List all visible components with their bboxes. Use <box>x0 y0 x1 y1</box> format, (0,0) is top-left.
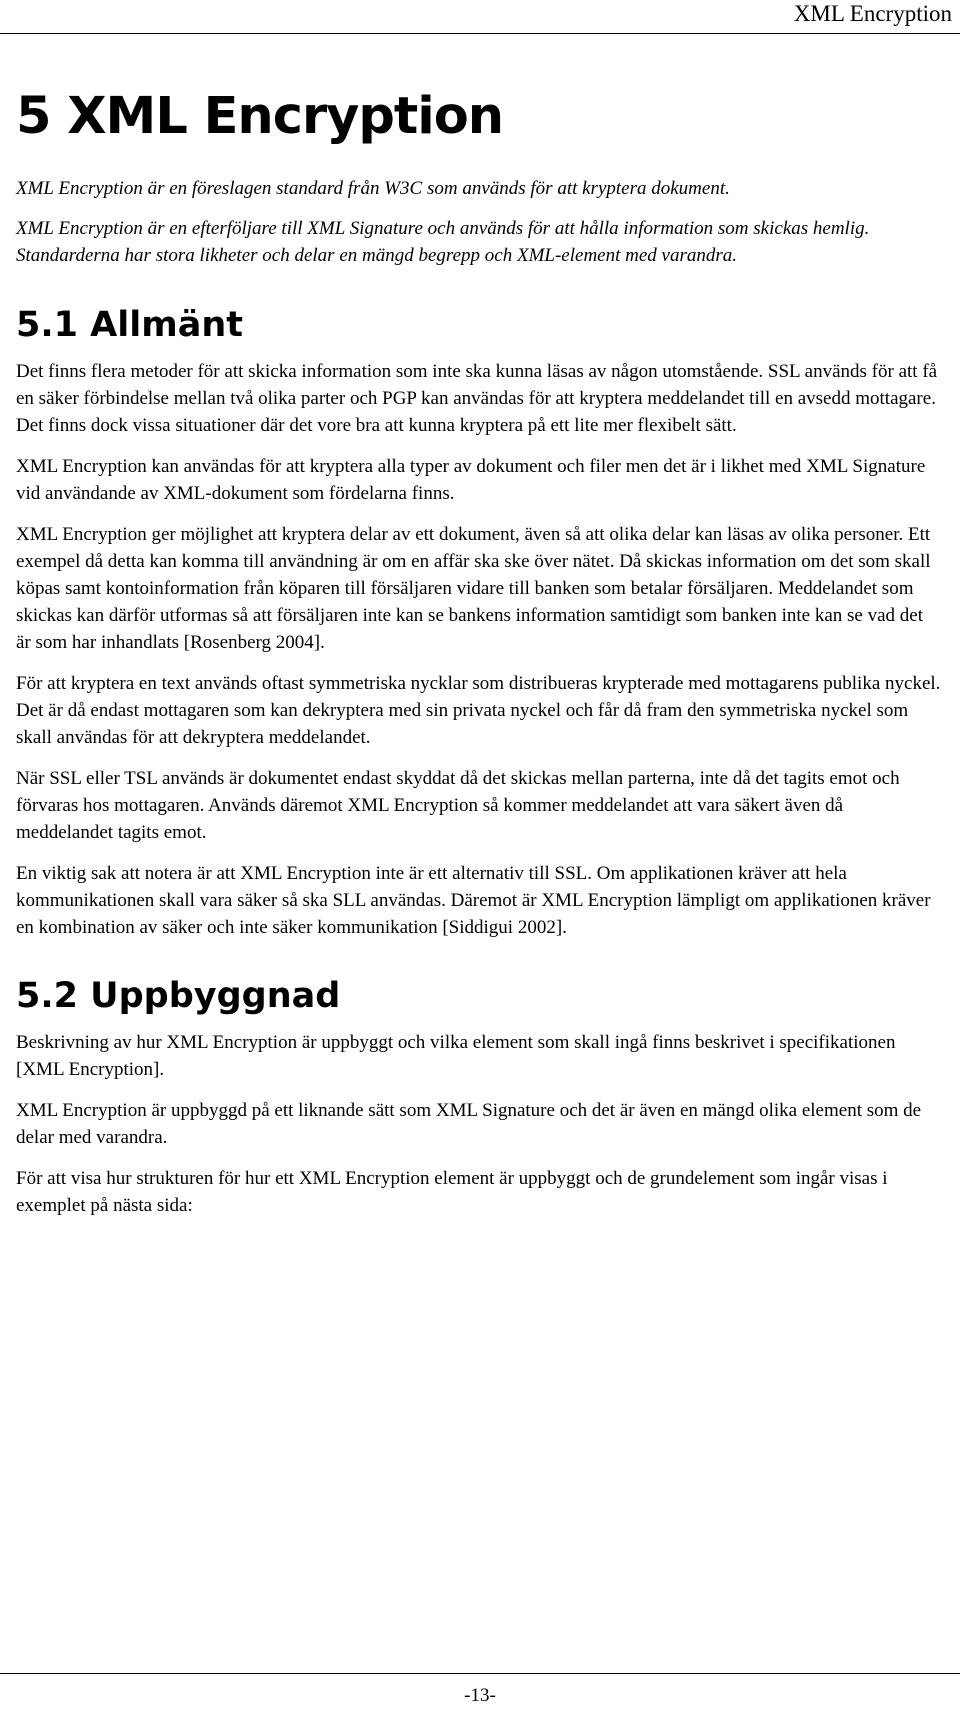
section-structure <box>16 975 942 1219</box>
section-title-structure: 5.2 Uppbyggnad <box>16 976 341 1016</box>
intro-paragraph: XML Encryption är en efterföljare till XML Signature och används för att hålla information som skickas hemlig. Standarderna har stora likheter och delar en mängd begrepp och XML-element med varandra. <box>16 218 870 266</box>
section-paragraph: XML Encryption är uppbyggd på ett liknande sätt som XML Signature och det är även en mängd olika element som de delar med varandra. <box>16 1100 922 1148</box>
section-paragraph: När SSL eller TSL används är dokumentet endast skyddat då det skickas mellan parterna, inte då det tagits emot och förvaras hos mottagaren. Används däremot XML Encryption så kommer meddelandet att vara säkert även då meddelandet tagits emot. <box>16 768 900 843</box>
section-paragraph: För att kryptera en text används oftast symmetriska nycklar som distribueras krypterade med mottagarens publika nyckel. Det är då endast mottagaren som kan dekryptera med sin privata nyckel och får då fram den symmetriska nyckel som skall användas för att dekryptera meddelandet. <box>16 673 941 748</box>
section-paragraph: För att visa hur strukturen för hur ett XML Encryption element är uppbyggt och de grundelement som ingår visas i exemplet på nästa sida: <box>16 1168 888 1216</box>
section-general <box>16 304 942 941</box>
section-paragraph: En viktig sak att notera är att XML Encryption inte är ett alternativ till SSL. Om applikationen kräver att hela kommunikationen skall vara säker så ska SLL användas. Däremot är XML Encryption lämpligt om applikationen kräver en kombination av säker och inte säker kommunikation [Siddigui 2002]. <box>16 863 931 938</box>
running-header-title: XML Encryption <box>793 1 952 26</box>
chapter-intro <box>16 175 942 269</box>
section-paragraph: Det finns flera metoder för att skicka information som inte ska kunna läsas av någon utomstående. SSL används för att få en säker förbindelse mellan två olika parter och PGP kan användas för att kryptera meddelandet till en avsedd mottagare. Det finns dock vissa situationer där det vore bra att kunna kryptera på ett lite mer flexibelt sätt. <box>16 361 938 436</box>
page-footer <box>0 1673 960 1709</box>
section-paragraph: XML Encryption ger möjlighet att kryptera delar av ett dokument, även så att olika delar kan läsas av olika personer. Ett exempel då detta kan komma till användning är om en affär ska ske över nätet. Då skickas information om det som skall köpas samt kontoinformation från köparen till försäljaren vidare till banken som betalar försäljaren. Meddelandet som skickas kan därför utformas så att försäljaren inte kan se bankens information samtidigt som banken inte kan se vad det är som har inhandlats [Rosenberg 2004]. <box>16 524 931 653</box>
page-number: -13- <box>464 1685 496 1706</box>
section-title-general: 5.1 Allmänt <box>16 305 244 345</box>
section-paragraph: XML Encryption kan användas för att kryptera alla typer av dokument och filer men det är i likhet med XML Signature vid användande av XML-dokument som fördelarna finns. <box>16 456 926 504</box>
chapter-title: 5 XML Encryption <box>16 87 504 146</box>
running-header <box>0 0 960 34</box>
page-content <box>16 86 942 1233</box>
intro-paragraph: XML Encryption är en föreslagen standard från W3C som används för att kryptera dokument. <box>16 178 730 199</box>
section-paragraph: Beskrivning av hur XML Encryption är uppbyggt och vilka element som skall ingå finns beskrivet i specifikationen [XML Encryption]. <box>16 1032 896 1080</box>
